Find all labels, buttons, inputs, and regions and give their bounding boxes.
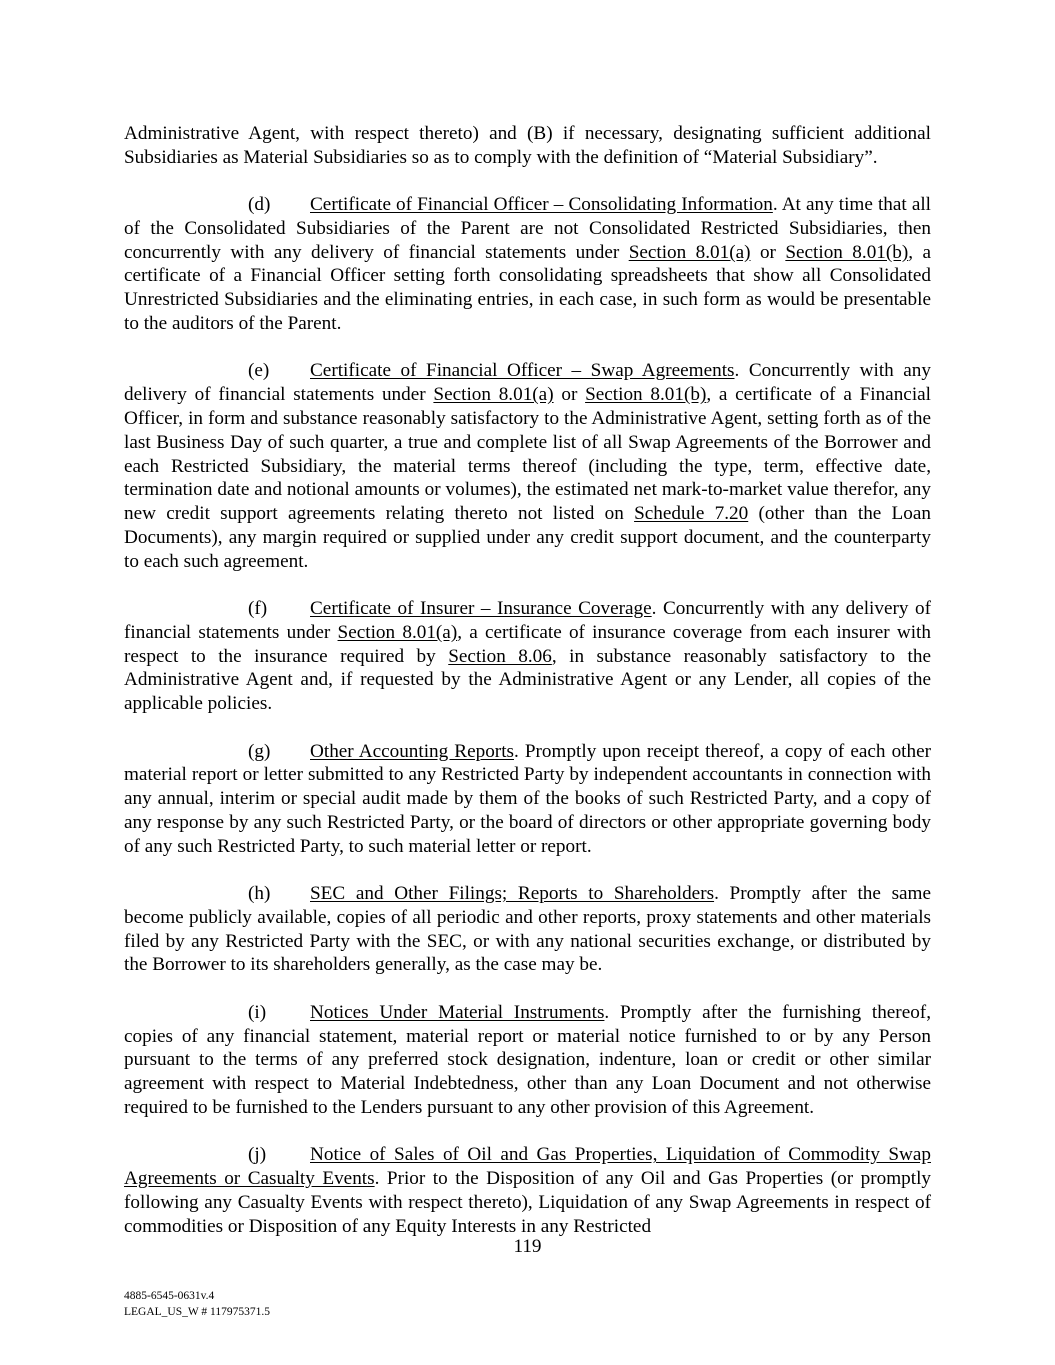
heading-d: Certificate of Financial Officer – Consolidating Information [310, 194, 773, 216]
paragraph-f: (f) Certificate of Insurer – Insurance Coverage. Concurrently with any delivery of financial statements under Section 8.01(a), a certificate of insurance coverage from each insurer with respect to the insurance required by Section 8.06, in substance reasonably satisfactory to the Administrative Agent and, if requested by the Administrative Agent or any Lender, all copies of the applicable policies. [124, 598, 931, 715]
section-label-e: (e) [248, 360, 270, 382]
page-number: 119 [513, 1236, 542, 1257]
cross-reference: Section 8.01(b) [585, 384, 707, 406]
heading-f: Certificate of Insurer – Insurance Coverage [310, 598, 652, 620]
cross-reference: Section 8.06 [448, 645, 552, 667]
paragraph-j: (j) Notice of Sales of Oil and Gas Properties, Liquidation of Commodity Swap Agreements or Casualty Events. Prior to the Disposition of any Oil and Gas Properties (or promptly following any Casualty Events with respect thereto), Liquidation of any Swap Agreements in respect of commodities or Disposition of any Equity Interests in any Restricted [124, 1144, 931, 1237]
section-label-f: (f) [248, 598, 268, 620]
heading-g: Other Accounting Reports [310, 740, 514, 762]
section-label-d: (d) [248, 194, 271, 216]
section-label-i: (i) [248, 1001, 267, 1023]
doc-id-line-2: LEGAL_US_W # 117975371.5 [124, 1306, 270, 1318]
paragraph-d: (d) Certificate of Financial Officer – Consolidating Information. At any time that all of the Consolidated Subsidiaries of the Parent are not Consolidated Restricted Subsidiaries, then concurrently with any delivery of financial statements under Section 8.01(a) or Section 8.01(b), a certificate of a Financial Officer setting forth consolidating spreadsheets that show all Consolidated Unrestricted Subsidiaries and the eliminating entries, in each case, in such form as would be presentable to the auditors of the Parent. [124, 194, 931, 335]
cross-reference: Section 8.01(a) [433, 384, 554, 406]
doc-id-line-1: 4885-6545-0631v.4 [124, 1290, 215, 1302]
document-page [124, 122, 931, 1238]
paragraph-intro: Administrative Agent, with respect thereto) and (B) if necessary, designating sufficient additional Subsidiaries as Material Subsidiaries so as to comply with the definition of “Material Subsidiary”. [124, 123, 931, 168]
cross-reference: Schedule 7.20 [634, 503, 749, 525]
section-label-h: (h) [248, 883, 271, 905]
heading-e: Certificate of Financial Officer – Swap Agreements [310, 360, 735, 382]
paragraph-h: (h) SEC and Other Filings; Reports to Shareholders. Promptly after the same become publicly available, copies of all periodic and other reports, proxy statements and other materials filed by any Restricted Party with the SEC, or with any national securities exchange, or distributed by the Borrower to its shareholders generally, as the case may be. [124, 883, 931, 976]
document-footer [124, 1288, 270, 1320]
heading-h: SEC and Other Filings; Reports to Shareholders [310, 883, 715, 905]
heading-j: Notice of Sales of Oil and Gas Properties, Liquidation of Commodity Swap Agreements or Casualty Events [124, 1144, 931, 1189]
paragraph-i: (i) Notices Under Material Instruments. Promptly after the furnishing thereof, copies of any financial statement, material report or material notice furnished to or by any Person pursuant to the terms of any preferred stock designation, indenture, loan or credit or other similar agreement with respect to Material Indebtedness, other than any Loan Document and not otherwise required to be furnished to the Lenders pursuant to any other provision of this Agreement. [124, 1001, 931, 1118]
cross-reference: Section 8.01(a) [337, 621, 458, 643]
cross-reference: Section 8.01(a) [628, 241, 751, 263]
cross-reference: Section 8.01(b) [785, 241, 909, 263]
paragraph-g: (g) Other Accounting Reports. Promptly upon receipt thereof, a copy of each other material report or letter submitted to any Restricted Party by independent accountants in connection with any annual, interim or special audit made by them of the books of such Restricted Party, and a copy of any response by any such Restricted Party, or the board of directors or other appropriate governing body of any such Restricted Party, to such material letter or report. [124, 740, 931, 857]
section-label-j: (j) [248, 1144, 267, 1166]
heading-i: Notices Under Material Instruments [310, 1001, 605, 1023]
section-label-g: (g) [248, 740, 271, 762]
paragraph-e: (e) Certificate of Financial Officer – Swap Agreements. Concurrently with any delivery of financial statements under Section 8.01(a) or Section 8.01(b), a certificate of a Financial Officer, in form and substance reasonably satisfactory to the Administrative Agent, setting forth as of the last Business Day of such quarter, a true and complete list of all Swap Agreements of the Borrower and each Restricted Subsidiary, the material terms thereof (including the type, term, effective date, termination date and notional amounts or volumes), the estimated net mark-to-market value therefor, any new credit support agreements relating thereto not listed on Schedule 7.20 (other than the Loan Documents), any margin required or supplied under any credit support document, and the counterparty to each such agreement. [124, 360, 931, 572]
